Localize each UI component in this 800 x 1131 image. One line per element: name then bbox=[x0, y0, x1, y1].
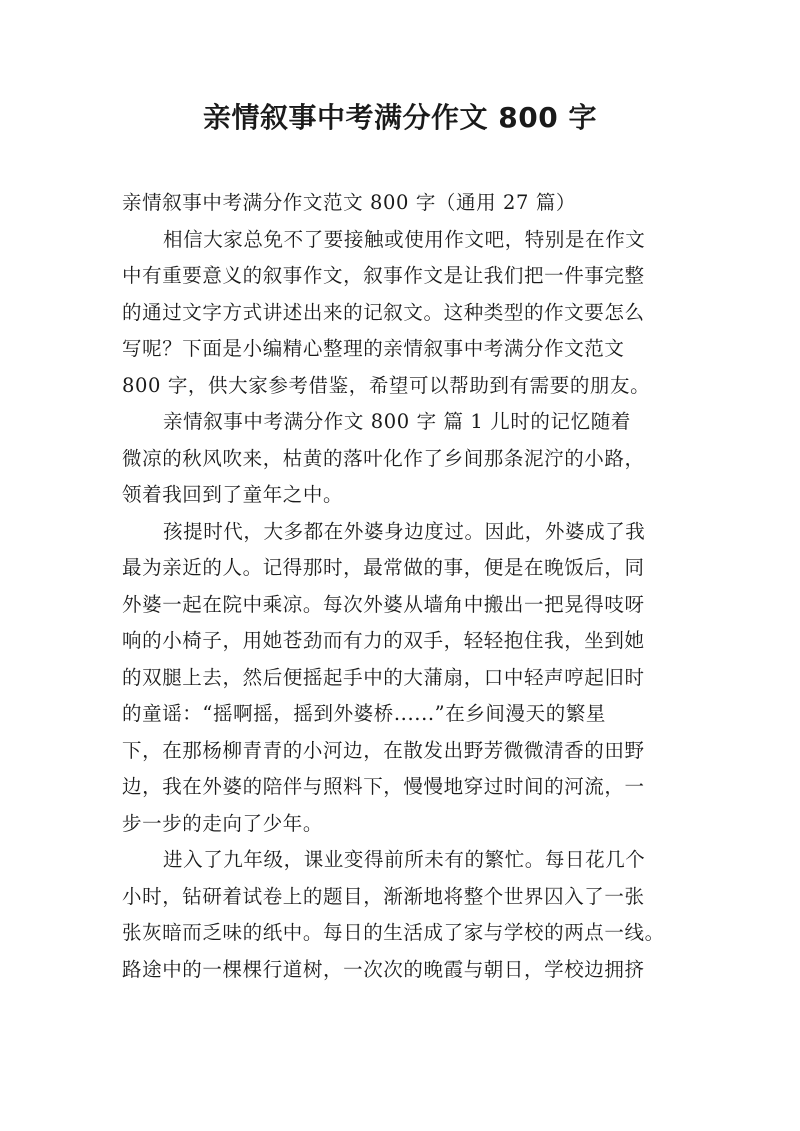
text-line: 边，我在外婆的陪伴与照料下，慢慢地穿过时间的河流，一 bbox=[122, 775, 645, 798]
text-line: 路途中的一棵棵行道树，一次次的晚霞与朝日，学校边拥挤 bbox=[122, 957, 645, 981]
text-line: 写呢？下面是小编精心整理的亲情叙事中考满分作文范文 bbox=[122, 337, 625, 360]
text-line: 微凉的秋风吹来，枯黄的落叶化作了乡间那条泥泞的小路， bbox=[122, 446, 645, 470]
text-line: 的童谣：“摇啊摇，摇到外婆桥......”在乡间漫天的繁星 bbox=[122, 702, 607, 725]
text-line: 中有重要意义的叙事作文，叙事作文是让我们把一件事完整 bbox=[122, 264, 645, 287]
text-line: 的双腿上去，然后便摇起手中的大蒲扇，口中轻声哼起旧时 bbox=[122, 665, 645, 689]
text-line: 800 字，供大家参考借鉴，希望可以帮助到有需要的朋友。 bbox=[122, 373, 651, 397]
document-body bbox=[122, 185, 682, 988]
text-line: 外婆一起在院中乘凉。每次外婆从墙角中搬出一把晃得吱呀 bbox=[122, 592, 645, 616]
text-line: 孩提时代，大多都在外婆身边度过。因此，外婆成了我 bbox=[163, 519, 646, 543]
text-line: 张灰暗而乏味的纸中。每日的生活成了家与学校的两点一线。 bbox=[122, 921, 665, 944]
text-line: 最为亲近的人。记得那时，最常做的事，便是在晚饭后，同 bbox=[122, 556, 645, 579]
text-line: 亲情叙事中考满分作文 800 字 篇 1 儿时的记忆随着 bbox=[163, 410, 631, 433]
document-title: 亲情叙事中考满分作文 800 字 bbox=[203, 101, 597, 134]
text-line: 的通过文字方式讲述出来的记叙文。这种类型的作文要怎么 bbox=[122, 300, 645, 324]
text-line: 进入了九年级，课业变得前所未有的繁忙。每日花几个 bbox=[163, 848, 646, 871]
text-line: 相信大家总免不了要接触或使用作文吧，特别是在作文 bbox=[163, 227, 646, 251]
text-line: 小时，钻研着试卷上的题目，渐渐地将整个世界囚入了一张 bbox=[122, 884, 645, 908]
text-line: 下，在那杨柳青青的小河边，在散发出野芳微微清香的田野 bbox=[122, 738, 645, 762]
text-line: 领着我回到了童年之中。 bbox=[122, 483, 344, 506]
text-line: 响的小椅子，用她苍劲而有力的双手，轻轻抱住我，坐到她 bbox=[122, 629, 645, 652]
text-line: 步一步的走向了少年。 bbox=[122, 811, 324, 835]
text-line: 亲情叙事中考满分作文范文 800 字（通用 27 篇） bbox=[122, 191, 577, 214]
